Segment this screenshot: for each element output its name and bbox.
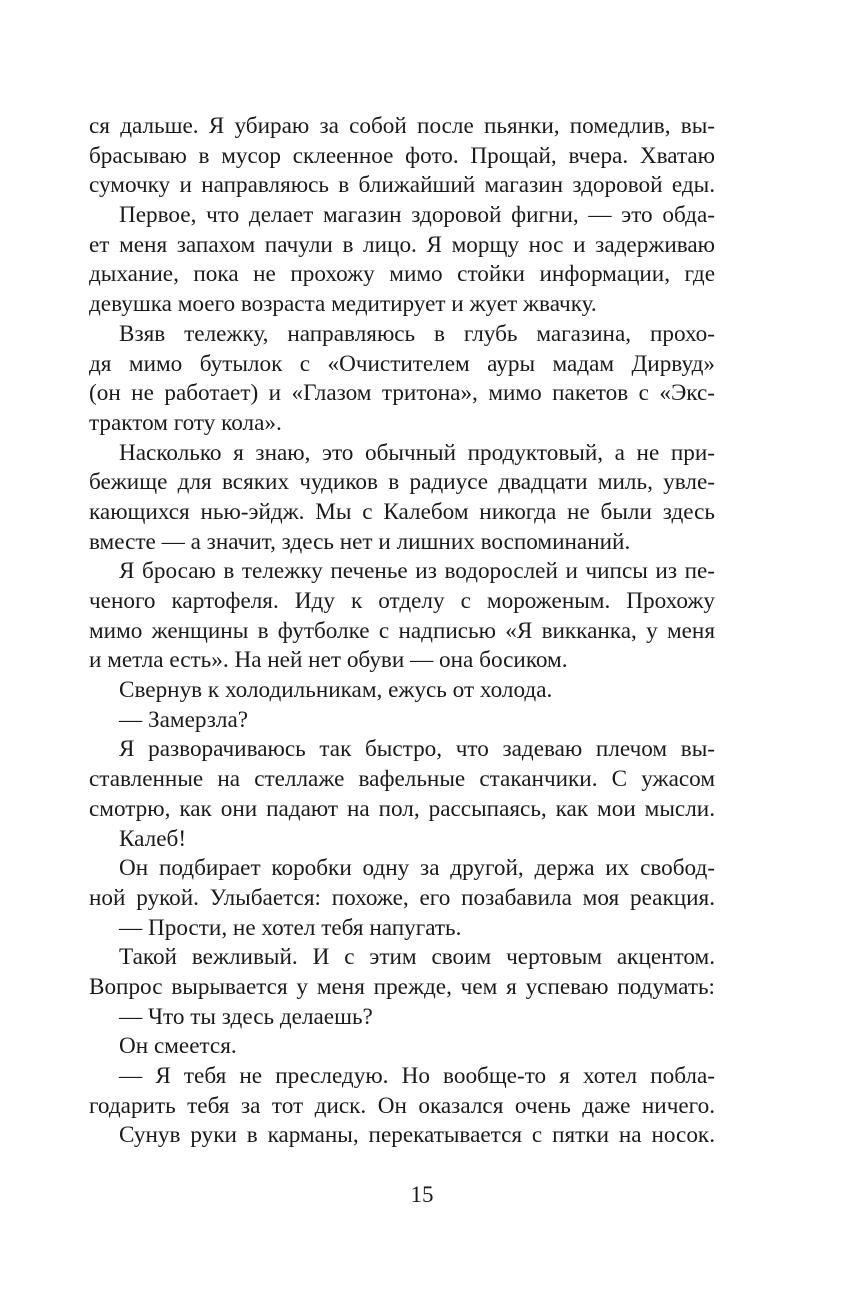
text-line: Я разворачиваюсь так быстро, что задеваю плечом вы- — [119, 736, 715, 763]
page-number: 15 — [410, 1182, 434, 1207]
text-line: дя мимо бутылок с «Очистителем ауры мадам Дирвуд» — [89, 350, 715, 377]
text-line: ся дальше. Я убираю за собой после пьянки, помедлив, вы- — [89, 113, 715, 139]
text-line: (он не работает) и «Глазом тритона», мимо пакетов с «Экс- — [89, 380, 715, 407]
text-line: — Прости, не хотел тебя напугать. — [119, 914, 462, 941]
text-line: — Замерзла? — [119, 706, 249, 733]
text-line: Такой вежливый. И с этим своим чертовым акцентом. — [119, 944, 715, 971]
text-line: Калеб! — [119, 825, 187, 852]
text-line: Сунув руки в карманы, перекатывается с пятки на носок. — [119, 1122, 715, 1149]
text-line: Я бросаю в тележку печенье из водорослей и чипсы из пе- — [119, 558, 715, 585]
text-line: брасываю в мусор склеенное фото. Прощай, вчера. Хватаю — [89, 142, 715, 169]
text-line: Насколько я знаю, это обычный продуктовый, а не при- — [119, 439, 715, 466]
text-line: и метла есть». На ней нет обуви — она босиком. — [89, 647, 568, 674]
text-line: ченого картофеля. Иду к отделу с мороженым. Прохожу — [89, 588, 715, 614]
text-line: бежище для всяких чудиков в радиусе двадцати миль, увле- — [89, 469, 715, 496]
text-line: Вопрос вырывается у меня прежде, чем я успеваю подумать: — [89, 973, 715, 1000]
text-line: девушка моего возраста медитирует и жует жвачку. — [89, 291, 597, 318]
text-line: Взяв тележку, направляюсь в глубь магазина, прохо- — [119, 320, 715, 347]
text-line: дыхание, пока не прохожу мимо стойки информации, где — [89, 261, 715, 288]
text-line: годарить тебя за тот диск. Он оказался очень даже ничего. — [89, 1092, 715, 1119]
text-line: ставленные на стеллаже вафельные стаканчики. С ужасом — [89, 766, 715, 793]
text-line: Свернув к холодильникам, ежусь от холода. — [119, 677, 553, 704]
text-line: смотрю, как они падают на пол, рассыпаясь, как мои мысли. — [89, 795, 715, 822]
text-line: — Что ты здесь делаешь? — [119, 1003, 373, 1030]
text-line: вместе — а значит, здесь нет и лишних воспоминаний. — [89, 528, 631, 555]
text-line: Он подбирает коробки одну за другой, держа их свобод- — [119, 855, 715, 882]
text-line: — Я тебя не преследую. Но вообще-то я хотел побла- — [119, 1063, 715, 1089]
text-line: мимо женщины в футболке с надписью «Я викканка, у меня — [89, 617, 715, 644]
body-text — [89, 112, 715, 1151]
text-line: трактом готу кола». — [89, 409, 282, 436]
text-line: Он смеется. — [119, 1033, 237, 1060]
text-line: ет меня запахом пачули в лицо. Я морщу нос и задерживаю — [89, 231, 715, 258]
text-line: ной рукой. Улыбается: похоже, его позабавила моя реакция. — [89, 884, 715, 911]
text-line: сумочку и направляюсь в ближайший магазин здоровой еды. — [89, 172, 715, 199]
text-line: кающихся нью-эйдж. Мы с Калебом никогда не были здесь — [89, 498, 715, 525]
text-line: Первое, что делает магазин здоровой фигни, — это обда- — [119, 202, 715, 229]
